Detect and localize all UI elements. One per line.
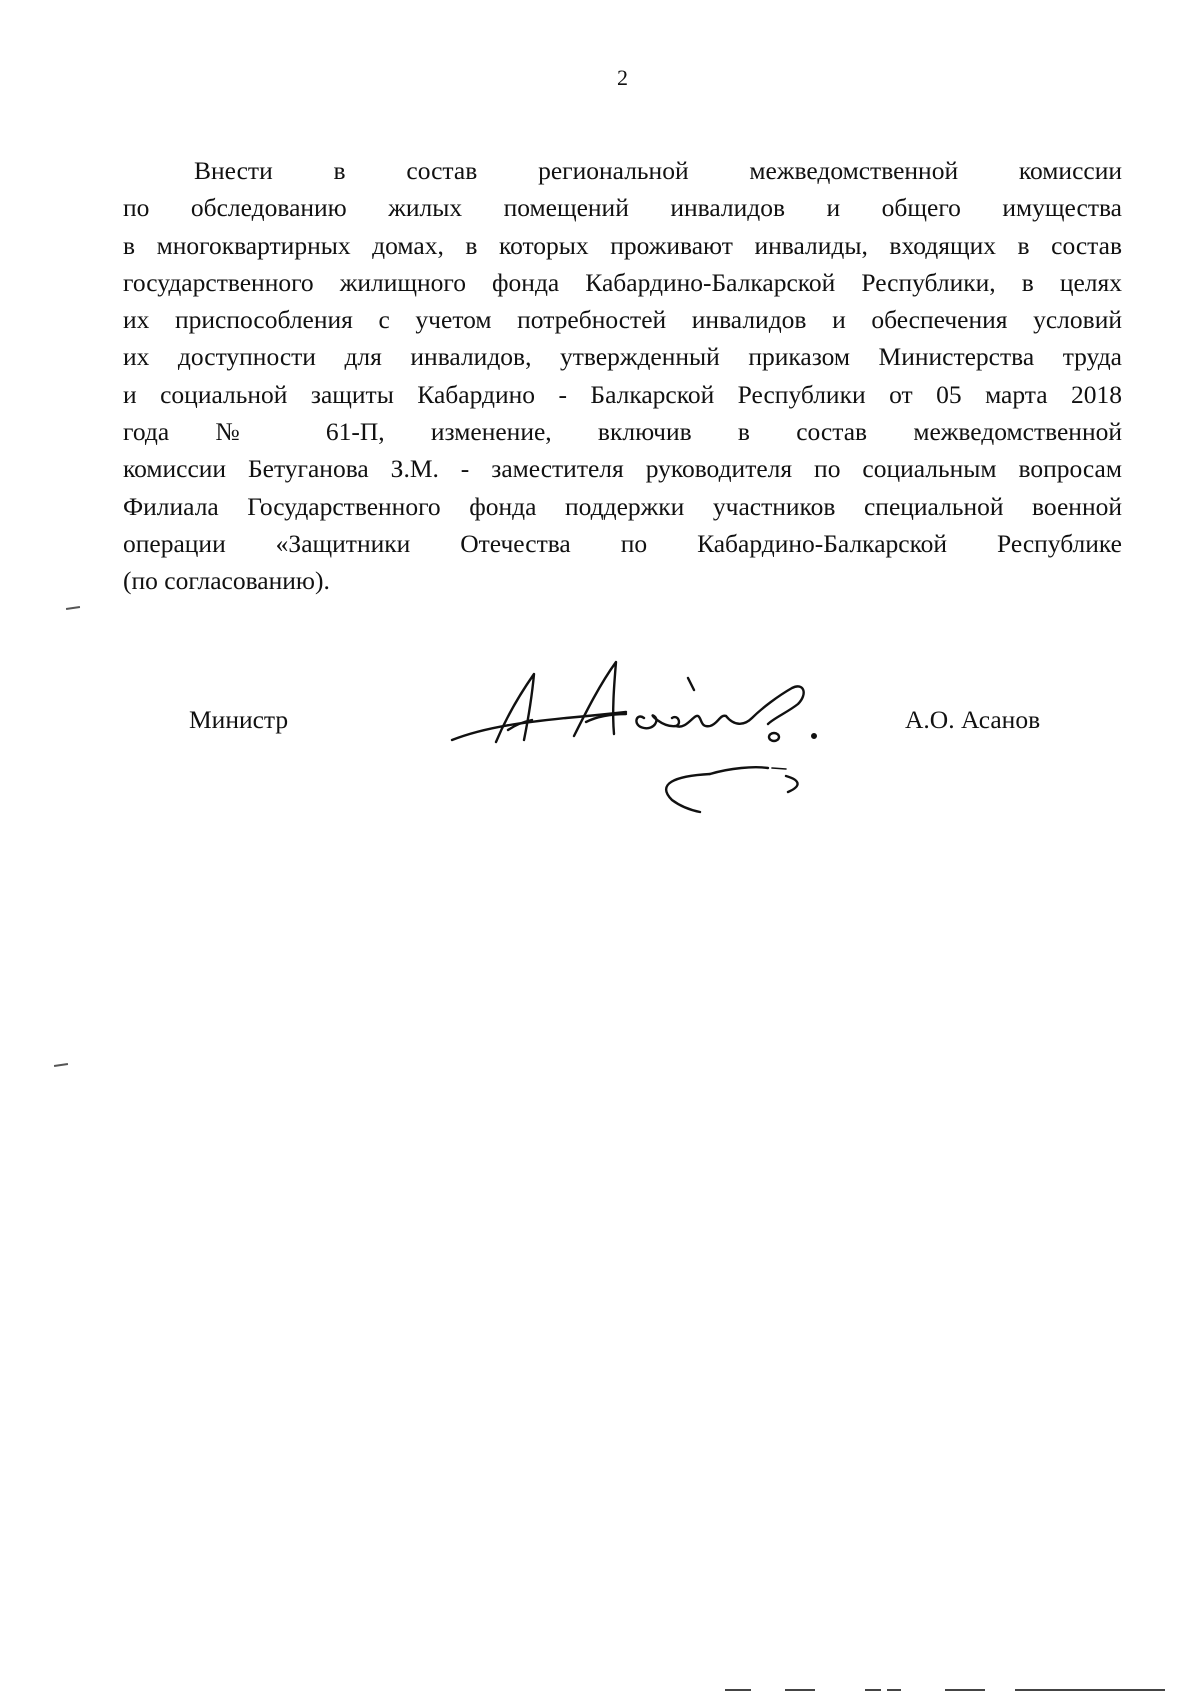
scan-artifact <box>66 606 80 610</box>
paragraph-line: операции «Защитники Отечества по Кабардино-Балкарской Республике <box>123 528 1122 558</box>
scan-artifact <box>725 1689 1175 1693</box>
paragraph-line: и социальной защиты Кабардино - Балкарской Республики от 05 марта 2018 <box>123 379 1122 409</box>
paragraph-line: их доступности для инвалидов, утвержденный приказом Министерства труда <box>123 342 1122 372</box>
scan-artifact <box>54 1063 68 1067</box>
paragraph-line: Филиала Государственного фонда поддержки участников специальной военной <box>123 491 1122 521</box>
paragraph-line: Внести в состав региональной межведомственной комиссии <box>194 156 1122 185</box>
paragraph-line: их приспособления с учетом потребностей инвалидов и обеспечения условий <box>123 305 1122 335</box>
paragraph-line: комиссии Бетуганова З.М. - заместителя руководителя по социальным вопросам <box>123 454 1122 484</box>
document-body <box>123 152 1122 600</box>
signer-position: Министр <box>189 705 289 734</box>
paragraph-line: года № 61-П, изменение, включив в состав межведомственной <box>123 417 1122 447</box>
paragraph-line: (по согласованию). <box>123 566 330 596</box>
paragraph-line: в многоквартирных домах, в которых проживают инвалиды, входящих в состав <box>123 230 1122 260</box>
handwritten-signature <box>448 656 854 816</box>
page-number: 2 <box>617 65 628 90</box>
paragraph-line: по обследованию жилых помещений инвалидов и общего имущества <box>123 193 1122 223</box>
paragraph-line: государственного жилищного фонда Кабардино-Балкарской Республики, в целях <box>123 267 1122 297</box>
signer-name: А.О. Асанов <box>905 705 1041 734</box>
